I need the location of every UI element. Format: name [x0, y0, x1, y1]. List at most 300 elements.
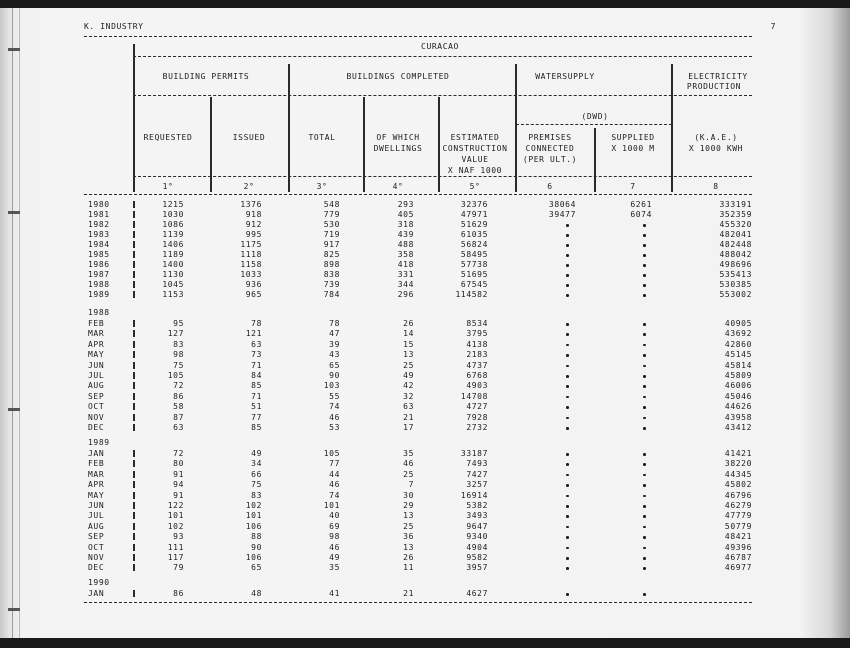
not-available-dot [643, 344, 646, 347]
cell-construction_value: 9647 [466, 521, 488, 531]
cell-requested: 1086 [162, 220, 184, 229]
cell-issued: 1175 [240, 240, 262, 249]
cell-construction_value: 61035 [460, 230, 488, 239]
not-available-dot [643, 274, 646, 277]
row-label: MAY [88, 490, 105, 500]
cell-issued: 101 [245, 511, 262, 521]
column-header-construction_value: X NAF 1000 [447, 166, 503, 175]
column-header-of_which_dwellings: DWELLINGS [373, 144, 423, 153]
cell-issued: 75 [251, 480, 262, 490]
row-label: JUN [88, 360, 105, 370]
row-label: APR [88, 480, 105, 490]
cell-construction_value: 47971 [460, 210, 488, 219]
cell-construction_value: 4903 [466, 381, 488, 391]
cell-construction_value: 33187 [460, 449, 488, 458]
cell-of_which_dwellings: 296 [397, 290, 414, 299]
cell-requested: 83 [173, 339, 184, 349]
column-number-supplied: 7 [630, 182, 636, 191]
cell-of_which_dwellings: 318 [397, 220, 414, 229]
not-available-dot [643, 495, 646, 498]
cell-of_which_dwellings: 36 [403, 532, 414, 542]
not-available-dot [566, 234, 569, 237]
cell-construction_value: 3493 [466, 511, 488, 521]
row-label: 1980 [88, 200, 110, 209]
cell-total: 53 [329, 423, 340, 432]
cell-requested: 117 [167, 553, 184, 562]
not-available-dot [566, 323, 569, 326]
cell-kae: 45809 [724, 371, 752, 380]
cell-of_which_dwellings: 418 [397, 260, 414, 269]
cell-of_which_dwellings: 29 [403, 501, 414, 510]
cell-kae: 45814 [724, 360, 752, 370]
cell-of_which_dwellings: 13 [403, 350, 414, 360]
not-available-dot [643, 396, 646, 399]
cell-construction_value: 7928 [466, 412, 488, 422]
cell-supplied: 6074 [630, 210, 652, 219]
cell-construction_value: 5382 [466, 501, 488, 510]
cell-kae: 455320 [719, 220, 752, 229]
cell-issued: 34 [251, 459, 262, 469]
cell-total: 40 [329, 511, 340, 521]
cell-total: 35 [329, 563, 340, 573]
row-label: JAN [88, 449, 105, 458]
cell-construction_value: 3257 [466, 480, 488, 490]
cell-total: 90 [329, 371, 340, 380]
cell-construction_value: 56824 [460, 240, 488, 249]
cell-requested: 105 [167, 371, 184, 380]
not-available-dot [566, 244, 569, 247]
cell-kae: 50779 [724, 521, 752, 531]
group-electricity: ELECTRICITY [688, 72, 748, 81]
column-header-premises_connected: CONNECTED [525, 144, 575, 153]
cell-total: 43 [329, 350, 340, 360]
not-available-dot [643, 557, 646, 560]
cell-kae: 48421 [724, 532, 752, 542]
cell-total: 41 [329, 589, 340, 598]
cell-kae: 45046 [724, 391, 752, 401]
not-available-dot [566, 333, 569, 336]
cell-of_which_dwellings: 13 [403, 542, 414, 552]
cell-construction_value: 9340 [466, 532, 488, 542]
row-label: 1983 [88, 230, 110, 239]
cell-requested: 102 [167, 521, 184, 531]
not-available-dot [566, 396, 569, 399]
cell-kae: 44626 [724, 402, 752, 412]
cell-of_which_dwellings: 14 [403, 329, 414, 339]
cell-issued: 51 [251, 402, 262, 412]
not-available-dot [566, 453, 569, 456]
row-label: 1984 [88, 240, 110, 249]
cell-construction_value: 6768 [466, 371, 488, 380]
column-divider [210, 97, 212, 192]
cell-requested: 86 [173, 391, 184, 401]
not-available-dot [566, 474, 569, 477]
not-available-dot [566, 484, 569, 487]
not-available-dot [643, 505, 646, 508]
cell-issued: 1118 [240, 250, 262, 259]
cell-kae: 45802 [724, 480, 752, 490]
cell-requested: 1030 [162, 210, 184, 219]
cell-requested: 80 [173, 459, 184, 469]
cell-construction_value: 7427 [466, 469, 488, 479]
cell-requested: 91 [173, 469, 184, 479]
cell-issued: 83 [251, 490, 262, 500]
cell-kae: 333191 [719, 200, 752, 209]
group-production: PRODUCTION [686, 82, 742, 91]
not-available-dot [566, 365, 569, 368]
not-available-dot [643, 484, 646, 487]
not-available-dot [643, 453, 646, 456]
row-label: JAN [88, 589, 105, 598]
cell-of_which_dwellings: 26 [403, 553, 414, 562]
cell-total: 548 [323, 200, 340, 209]
not-available-dot [643, 254, 646, 257]
not-available-dot [566, 567, 569, 570]
cell-construction_value: 3957 [466, 563, 488, 573]
cell-issued: 918 [245, 210, 262, 219]
cell-of_which_dwellings: 15 [403, 339, 414, 349]
not-available-dot [566, 354, 569, 357]
cell-construction_value: 4138 [466, 339, 488, 349]
not-available-dot [566, 463, 569, 466]
not-available-dot [566, 526, 569, 529]
not-available-dot [566, 593, 569, 596]
not-available-dot [566, 427, 569, 430]
cell-construction_value: 2732 [466, 423, 488, 432]
not-available-dot [566, 515, 569, 518]
cell-total: 74 [329, 490, 340, 500]
column-number-construction_value: 5° [469, 182, 481, 191]
not-available-dot [643, 224, 646, 227]
not-available-dot [566, 254, 569, 257]
cell-of_which_dwellings: 13 [403, 511, 414, 521]
cell-total: 103 [323, 381, 340, 391]
row-label: DEC [88, 563, 105, 573]
row-label: FEB [88, 459, 105, 469]
cell-construction_value: 8534 [466, 319, 488, 328]
row-label: MAY [88, 350, 105, 360]
not-available-dot [566, 505, 569, 508]
not-available-dot [643, 536, 646, 539]
cell-total: 105 [323, 449, 340, 458]
cell-requested: 1045 [162, 280, 184, 289]
cell-of_which_dwellings: 42 [403, 381, 414, 391]
cell-total: 784 [323, 290, 340, 299]
column-header-construction_value: ESTIMATED [450, 133, 500, 142]
scanned-page [0, 8, 850, 638]
cell-kae: 553002 [719, 290, 752, 299]
cell-issued: 121 [245, 329, 262, 339]
row-label: JUL [88, 511, 105, 521]
row-label: JUN [88, 501, 105, 510]
cell-construction_value: 32376 [460, 200, 488, 209]
binding-mark [8, 608, 20, 611]
row-label: 1987 [88, 270, 110, 279]
dashed-rule [133, 176, 752, 177]
cell-construction_value: 51695 [460, 270, 488, 279]
cell-of_which_dwellings: 405 [397, 210, 414, 219]
cell-total: 44 [329, 469, 340, 479]
cell-issued: 66 [251, 469, 262, 479]
cell-requested: 1130 [162, 270, 184, 279]
cell-issued: 84 [251, 371, 262, 380]
not-available-dot [566, 557, 569, 560]
cell-kae: 535413 [719, 270, 752, 279]
cell-of_which_dwellings: 25 [403, 521, 414, 531]
cell-issued: 1376 [240, 200, 262, 209]
column-divider [288, 64, 290, 192]
cell-kae: 43692 [724, 329, 752, 339]
cell-issued: 106 [245, 553, 262, 562]
cell-kae: 42860 [724, 339, 752, 349]
year-heading: 1988 [88, 308, 110, 317]
cell-of_which_dwellings: 344 [397, 280, 414, 289]
cell-issued: 63 [251, 339, 262, 349]
cell-kae: 46796 [724, 490, 752, 500]
cell-issued: 71 [251, 391, 262, 401]
cell-requested: 63 [173, 423, 184, 432]
cell-issued: 995 [245, 230, 262, 239]
cell-construction_value: 4727 [466, 402, 488, 412]
header-rule [84, 36, 752, 37]
not-available-dot [566, 375, 569, 378]
cell-total: 825 [323, 250, 340, 259]
cell-total: 530 [323, 220, 340, 229]
cell-requested: 1189 [162, 250, 184, 259]
cell-construction_value: 16914 [460, 490, 488, 500]
cell-issued: 936 [245, 280, 262, 289]
region-title: CURACAO [421, 42, 459, 51]
not-available-dot [643, 264, 646, 267]
cell-construction_value: 4737 [466, 360, 488, 370]
column-number-premises_connected: 6 [547, 182, 553, 191]
not-available-dot [643, 567, 646, 570]
cell-construction_value: 67545 [460, 280, 488, 289]
cell-requested: 122 [167, 501, 184, 510]
not-available-dot [643, 294, 646, 297]
not-available-dot [566, 547, 569, 550]
column-header-premises_connected: PREMISES [528, 133, 572, 142]
cell-total: 898 [323, 260, 340, 269]
not-available-dot [566, 224, 569, 227]
column-header-total: TOTAL [308, 133, 336, 142]
cell-kae: 46787 [724, 553, 752, 562]
cell-kae: 352359 [719, 210, 752, 219]
cell-of_which_dwellings: 63 [403, 402, 414, 412]
cell-requested: 111 [167, 542, 184, 552]
cell-issued: 106 [245, 521, 262, 531]
column-number-of_which_dwellings: 4° [392, 182, 404, 191]
row-label: OCT [88, 402, 105, 412]
cell-construction_value: 9582 [466, 553, 488, 562]
cell-kae: 45145 [724, 350, 752, 360]
column-header-issued: ISSUED [232, 133, 266, 142]
column-divider [133, 44, 135, 192]
row-label: 1985 [88, 250, 110, 259]
column-number-requested: 1° [162, 182, 174, 191]
cell-kae: 43958 [724, 412, 752, 422]
cell-construction_value: 2183 [466, 350, 488, 360]
not-available-dot [643, 474, 646, 477]
cell-total: 46 [329, 542, 340, 552]
cell-of_which_dwellings: 21 [403, 589, 414, 598]
cell-issued: 48 [251, 589, 262, 598]
cell-requested: 127 [167, 329, 184, 339]
cell-requested: 75 [173, 360, 184, 370]
cell-kae: 47779 [724, 511, 752, 521]
row-label: SEP [88, 391, 105, 401]
row-label: AUG [88, 381, 105, 391]
cell-kae: 482448 [719, 240, 752, 249]
book-binding [12, 8, 20, 638]
cell-issued: 90 [251, 542, 262, 552]
cell-issued: 1158 [240, 260, 262, 269]
cell-kae: 46279 [724, 501, 752, 510]
not-available-dot [566, 417, 569, 420]
cell-total: 47 [329, 329, 340, 339]
cell-issued: 71 [251, 360, 262, 370]
row-label: 1989 [88, 290, 110, 299]
cell-of_which_dwellings: 17 [403, 423, 414, 432]
cell-requested: 1139 [162, 230, 184, 239]
year-heading: 1989 [88, 438, 110, 447]
cell-kae: 41421 [724, 449, 752, 458]
cell-kae: 498696 [719, 260, 752, 269]
not-available-dot [643, 234, 646, 237]
cell-of_which_dwellings: 35 [403, 449, 414, 458]
column-header-requested: REQUESTED [143, 133, 193, 142]
cell-requested: 87 [173, 412, 184, 422]
cell-of_which_dwellings: 488 [397, 240, 414, 249]
section-title: K. INDUSTRY [84, 22, 144, 31]
cell-kae: 46977 [724, 563, 752, 573]
cell-total: 65 [329, 360, 340, 370]
cell-requested: 1153 [162, 290, 184, 299]
row-label: NOV [88, 412, 105, 422]
cell-kae: 43412 [724, 423, 752, 432]
column-header-construction_value: CONSTRUCTION [442, 144, 508, 153]
column-number-total: 3° [316, 182, 328, 191]
cell-requested: 95 [173, 319, 184, 328]
cell-of_which_dwellings: 293 [397, 200, 414, 209]
cell-requested: 1406 [162, 240, 184, 249]
cell-requested: 101 [167, 511, 184, 521]
dwd-label: (DWD) [581, 112, 609, 121]
row-label: AUG [88, 521, 105, 531]
not-available-dot [643, 427, 646, 430]
cell-total: 838 [323, 270, 340, 279]
not-available-dot [643, 385, 646, 388]
cell-premises_connected: 38064 [548, 200, 576, 209]
not-available-dot [643, 375, 646, 378]
cell-total: 39 [329, 339, 340, 349]
dashed-rule [133, 56, 752, 57]
cell-issued: 1033 [240, 270, 262, 279]
binding-mark [8, 211, 20, 214]
cell-of_which_dwellings: 358 [397, 250, 414, 259]
not-available-dot [566, 344, 569, 347]
cell-of_which_dwellings: 30 [403, 490, 414, 500]
cell-construction_value: 14708 [460, 391, 488, 401]
column-header-premises_connected: (PER ULT.) [522, 155, 578, 164]
column-divider [438, 97, 440, 192]
page-number: 7 [770, 22, 776, 31]
row-label: MAR [88, 329, 105, 339]
cell-issued: 102 [245, 501, 262, 510]
cell-requested: 91 [173, 490, 184, 500]
cell-of_which_dwellings: 25 [403, 469, 414, 479]
cell-of_which_dwellings: 25 [403, 360, 414, 370]
row-label: OCT [88, 542, 105, 552]
dashed-rule [133, 95, 752, 96]
cell-of_which_dwellings: 439 [397, 230, 414, 239]
cell-issued: 85 [251, 423, 262, 432]
not-available-dot [643, 323, 646, 326]
not-available-dot [566, 385, 569, 388]
cell-construction_value: 4904 [466, 542, 488, 552]
column-divider [671, 64, 673, 192]
not-available-dot [566, 495, 569, 498]
cell-total: 101 [323, 501, 340, 510]
cell-issued: 77 [251, 412, 262, 422]
row-label: DEC [88, 423, 105, 432]
not-available-dot [643, 284, 646, 287]
cell-issued: 78 [251, 319, 262, 328]
cell-of_which_dwellings: 7 [408, 480, 414, 490]
row-label: NOV [88, 553, 105, 562]
cell-premises_connected: 39477 [548, 210, 576, 219]
cell-kae: 49396 [724, 542, 752, 552]
year-heading: 1990 [88, 578, 110, 587]
cell-kae: 44345 [724, 469, 752, 479]
cell-kae: 482041 [719, 230, 752, 239]
row-label: APR [88, 339, 105, 349]
cell-construction_value: 4627 [466, 589, 488, 598]
dashed-rule [516, 124, 672, 125]
cell-of_which_dwellings: 21 [403, 412, 414, 422]
not-available-dot [643, 547, 646, 550]
column-header-supplied: X 1000 M [611, 144, 655, 153]
row-label: JUL [88, 371, 105, 380]
row-label: 1988 [88, 280, 110, 289]
cell-total: 77 [329, 459, 340, 469]
column-divider [594, 128, 596, 192]
cell-total: 46 [329, 480, 340, 490]
row-label: 1981 [88, 210, 110, 219]
cell-requested: 79 [173, 563, 184, 573]
not-available-dot [643, 406, 646, 409]
cell-requested: 1400 [162, 260, 184, 269]
not-available-dot [566, 264, 569, 267]
cell-supplied: 6261 [630, 200, 652, 209]
cell-total: 74 [329, 402, 340, 412]
column-header-of_which_dwellings: OF WHICH [376, 133, 420, 142]
not-available-dot [566, 536, 569, 539]
cell-construction_value: 3795 [466, 329, 488, 339]
column-header-kae: X 1000 KWH [688, 144, 744, 153]
cell-requested: 86 [173, 589, 184, 598]
cell-construction_value: 114582 [455, 290, 488, 299]
cell-total: 69 [329, 521, 340, 531]
cell-issued: 88 [251, 532, 262, 542]
cell-of_which_dwellings: 11 [403, 563, 414, 573]
cell-of_which_dwellings: 331 [397, 270, 414, 279]
row-label: 1982 [88, 220, 110, 229]
cell-total: 719 [323, 230, 340, 239]
dashed-rule [84, 194, 752, 195]
cell-requested: 1215 [162, 200, 184, 209]
cell-issued: 65 [251, 563, 262, 573]
